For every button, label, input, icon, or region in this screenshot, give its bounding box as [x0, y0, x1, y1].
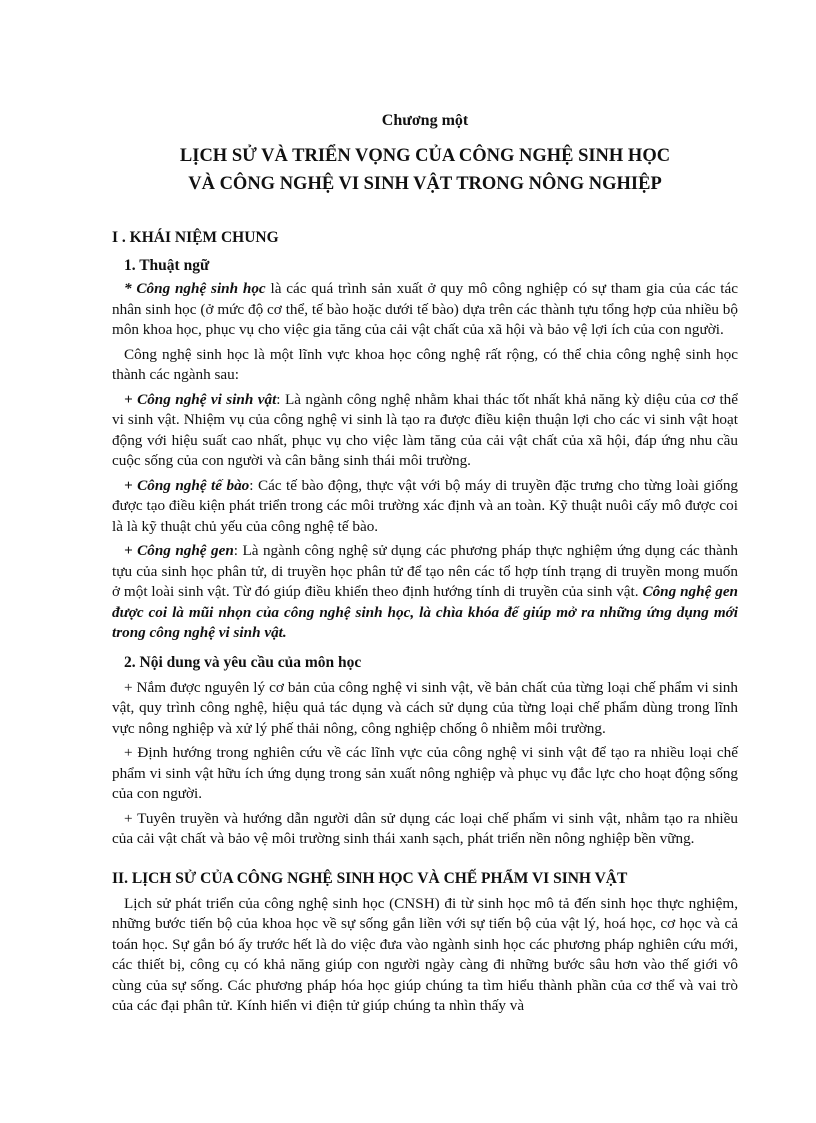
gene-tech-emphasis: Công nghệ gen được coi là mũi nhọn của công nghệ sinh học, là chìa khóa để giúp mở ra những ứng dụng mới trong công nghệ vi sinh vật. [112, 583, 739, 641]
paragraph-history: Lịch sử phát triển của công nghệ sinh học (CNSH) đi từ sinh học mô tả đến sinh học thực nghiệm, những bước tiến bộ của khoa học về sự sống gắn liền với sự tiến bộ của vật lý, hoá học, cơ học và cả toán học. Sự gắn bó ấy trước hết là do việc đưa vào ngành sinh học các phương pháp nghiên cứu mới, các thiết bị, công cụ có khả năng giúp con người ngày càng đi những bước sâu hơn vào thế giới vô cùng của sự sống. Các phương pháp hóa học giúp chúng ta tìm hiểu thành phần của cơ thể và vai trò của các đại phân tử. Kính hiển vi điện tử giúp chúng ta nhìn thấy và [112, 894, 738, 1014]
chapter-label: Chương một [381, 112, 469, 129]
paragraph-biotech-definition: * Công nghệ sinh học là các quá trình sản xuất ở quy mô công nghiệp có sự tham gia của các tác nhân sinh học (ở mức độ cơ thể, tế bào hoặc dưới tế bào) dựa trên các thành tựu tổng hợp của nhiều bộ môn khoa học, phục vụ cho việc gia tăng của cải vật chất của xã hội và bảo vệ lợi ích của con người. [112, 280, 738, 338]
paragraph-content-2: + Định hướng trong nghiên cứu về các lĩnh vực của công nghệ vi sinh vật để tạo ra nhiều loại chế phẩm vi sinh vật hữu ích ứng dụng trong sản xuất nông nghiệp và phục vụ đắc lực cho hoạt động sống của con người. [112, 744, 738, 802]
term-microbial-tech: + Công nghệ vi sinh vật [124, 390, 277, 408]
term-cell-tech: + Công nghệ tế bào [124, 476, 250, 494]
section-1-heading: I . KHÁI NIỆM CHUNG [112, 229, 279, 246]
paragraph-content-3: + Tuyên truyền và hướng dẫn người dân sử dụng các loại chế phẩm vi sinh vật, nhằm tạo ra nhiều của cải vật chất và bảo vệ môi trường sinh thái xanh sạch, phát triển nền nông nghiệp bền vững. [112, 809, 738, 847]
paragraph-branches-intro: Công nghệ sinh học là một lĩnh vực khoa học công nghệ rất rộng, có thể chia công nghệ sinh học thành các ngành sau: [112, 345, 738, 383]
paragraph-gene-tech: + Công nghệ gen: Là ngành công nghệ sử dụng các phương pháp thực nghiệm ứng dụng các thành tựu của sinh học phân tử, di truyền học phân tử để tạo nên các tổ hợp tính trạng di truyền mong muốn ở một loài sinh vật. Từ đó giúp điều khiển theo định hướng tính di truyền của sinh vật. Công nghệ gen được coi là mũi nhọn của công nghệ sinh học, là chìa khóa để giúp mở ra những ứng dụng mới trong công nghệ vi sinh vật. [112, 542, 739, 641]
paragraph-content-1: + Nắm được nguyên lý cơ bản của công nghệ vi sinh vật, về bản chất của từng loại chế phẩm vi sinh vật, quy trình công nghệ, hiệu quả tác dụng và cách sử dụng của từng loại chế phẩm dùng trong lĩnh vực nông nghiệp và xử lý phế thải nông, công nghiệp chống ô nhiễm môi trường. [112, 678, 738, 737]
paragraph-microbial-tech: + Công nghệ vi sinh vật: Là ngành công nghệ nhằm khai thác tốt nhất khả năng kỳ diệu của cơ thể vi sinh vật. Nhiệm vụ của công nghệ vi sinh là tạo ra được điều kiện thuận lợi cho các vi sinh vật hoạt động với hiệu suất cao nhất, phục vụ cho việc làm tăng của cải vật chất của xã hội, đáp ứng nhu cầu cuộc sống của con người và cân bằng sinh thái môi trường. [112, 390, 738, 469]
section-2-heading: II. LỊCH SỬ CỦA CÔNG NGHỆ SINH HỌC VÀ CHẾ PHẨM VI SINH VẬT [112, 869, 628, 887]
document-page [112, 104, 738, 1017]
chapter-title-line-2: VÀ CÔNG NGHỆ VI SINH VẬT TRONG NÔNG NGHIỆP [188, 174, 662, 194]
term-biotech: * Công nghệ sinh học [124, 280, 266, 297]
term-gene-tech: + Công nghệ gen [124, 542, 234, 559]
chapter-title-line-1: LỊCH SỬ VÀ TRIỂN VỌNG CỦA CÔNG NGHỆ SINH HỌC [179, 146, 671, 166]
paragraph-cell-tech: + Công nghệ tế bào: Các tế bào động, thực vật với bộ máy di truyền đặc trưng cho từng loài giống được tạo điều kiện phát triển trong các môi trường xác định và an toàn. Kỹ thuật nuôi cấy mô được coi là là kỹ thuật chủ yếu của công nghệ tế bào. [112, 476, 739, 535]
subsection-1-heading: 1. Thuật ngữ [124, 257, 210, 274]
subsection-2-heading: 2. Nội dung và yêu cầu của môn học [124, 653, 362, 671]
